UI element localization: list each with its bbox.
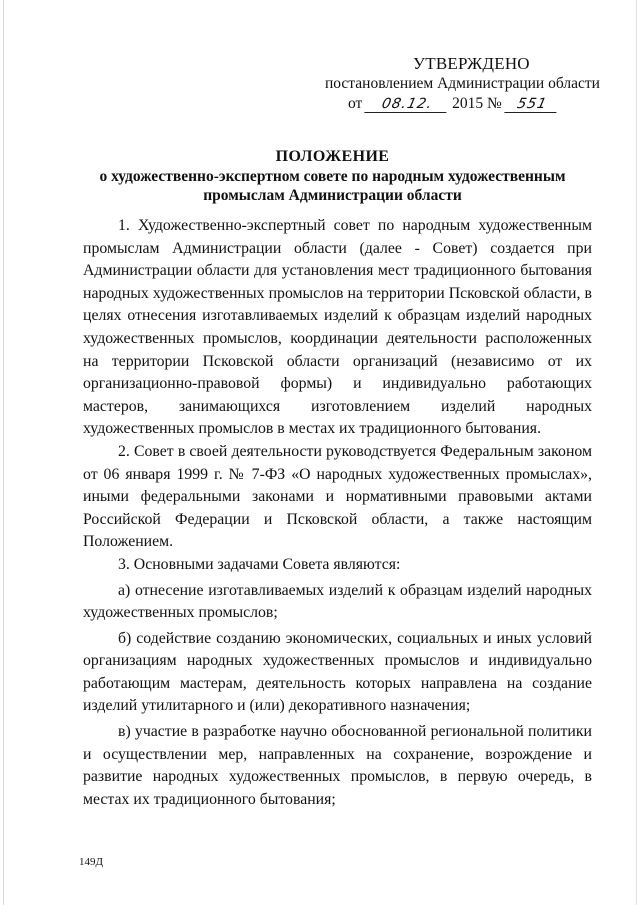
date-prefix: от <box>348 95 363 112</box>
year-number-label: 2015 № <box>452 95 502 112</box>
approval-subtitle: постановлением Администрации области <box>325 75 600 92</box>
footer-code: 149Д <box>79 856 104 868</box>
title-line-1: о художественно-экспертном совете по народным художественным <box>99 168 566 185</box>
approval-date-line <box>325 94 605 114</box>
handwritten-number: 551 <box>504 97 559 113</box>
handwritten-date: 08.12. <box>365 97 450 113</box>
scan-edge-left <box>3 0 4 905</box>
paragraph-2: 2. Совет в своей деятельности руководствуется Федеральным законом от 06 января 1999 г. № 7-ФЗ «О народных художественных промыслах», иными федеральными законами и нормативными правовыми актами Российской Федерации и Псковской области, а также настоящим Положением. <box>83 442 592 551</box>
scan-edge-right <box>636 0 637 905</box>
approval-heading: УТВЕРЖДЕНО <box>413 54 530 73</box>
document-title <box>80 147 585 205</box>
paragraph-3c: в) участие в разработке научно обоснованной региональной политики и осуществлении мер, направленных на сохранение, возрождение и развитие народных художественных промыслов, в первую очередь, в местах их традиционного бытования; <box>83 723 592 808</box>
document-body <box>83 215 592 811</box>
paragraph-3b: б) содействие созданию экономических, социальных и иных условий организациям народных художественных промыслов и индивидуально работающим мастерам, деятельность которых направлена на создание изделий утилитарного и (или) декоративного назначения; <box>83 629 592 715</box>
paragraph-3: 3. Основными задачами Совета являются: <box>118 555 401 573</box>
title-line-2: промыслам Администрации области <box>203 187 462 204</box>
paragraph-1: 1. Художественно-экспертный совет по народным художественным промыслам Администрации области (далее - Совет) создается при Администрации области для установления мест традиционного бытования народных художественных промыслов на территории Псковской области, в целях отнесения изготавливаемых изделий к образцам изделий народных художественных промыслов, координации деятельности расположенных на территории Псковской области организаций (независимо от их организационно-правовой формы) и индивидуально работающих мастеров, занимающихся изготовлением изделий народных художественных промыслов в местах их традиционного бытования. <box>83 217 592 438</box>
paragraph-3a: а) отнесение изготавливаемых изделий к образцам изделий народных художественных промыслов; <box>83 581 592 622</box>
title-main: ПОЛОЖЕНИЕ <box>275 148 390 165</box>
approval-block <box>325 54 605 114</box>
